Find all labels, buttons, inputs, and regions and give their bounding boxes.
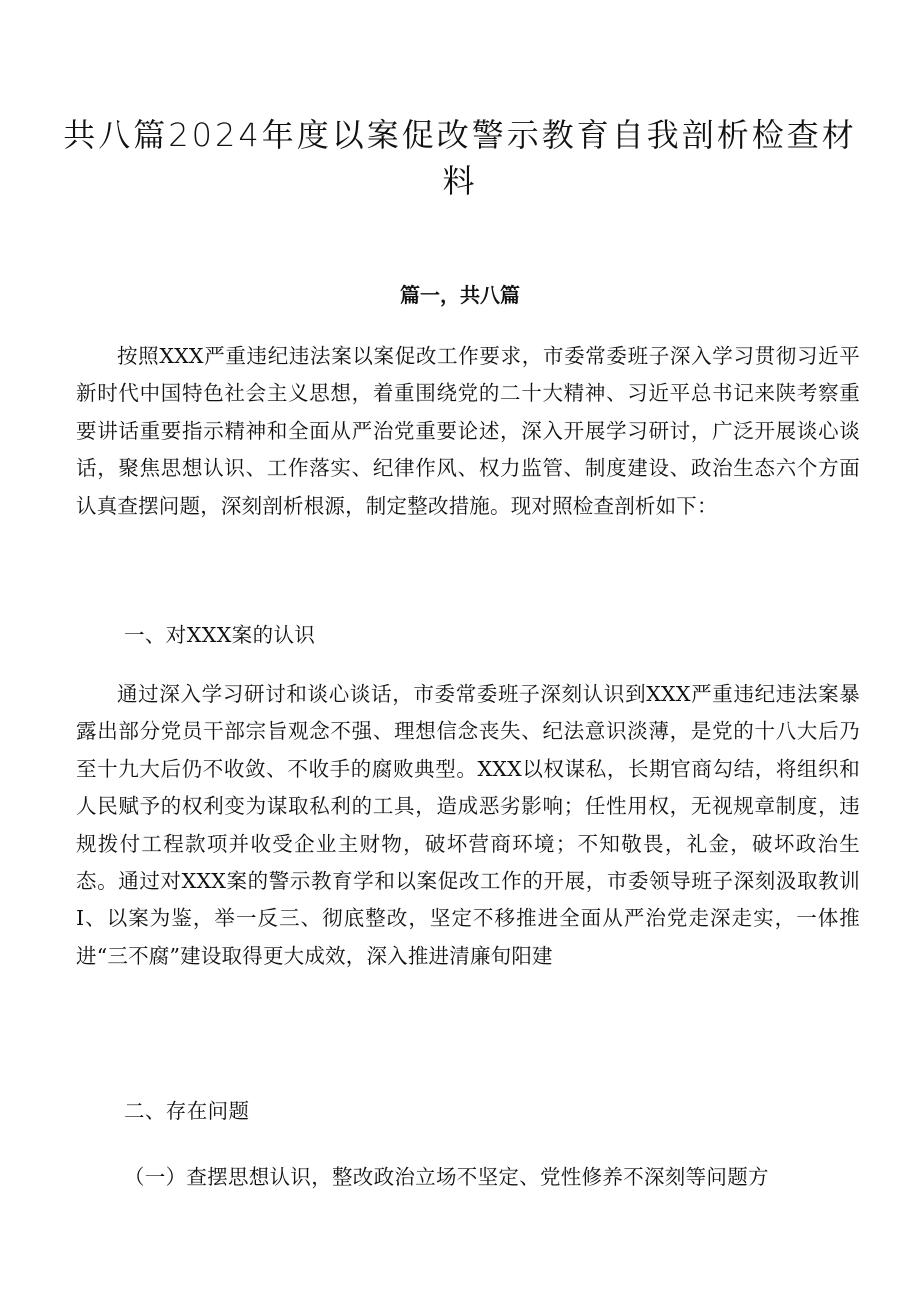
intro-paragraph: 按照XXX严重违纪违法案以案促改工作要求，市委常委班子深入学习贯彻习近平新时代中国特色社会主义思想，着重围绕党的二十大精神、习近平总书记来陕考察重要讲话重要指示精神和全面从严治党重要论述，深入开展学习研讨，广泛开展谈心谈话，聚焦思想认识、工作落实、纪律作风、权力监管、制度建设、政治生态六个方面认真查摆问题，深刻剖析根源，制定整改措施。现对照检查剖析如下： bbox=[76, 344, 860, 518]
heading-recognition: 一、对XXX案的认识 bbox=[124, 623, 316, 647]
section-heading: 篇一，共八篇 bbox=[400, 283, 520, 307]
recognition-paragraph: 通过深入学习研讨和谈心谈话，市委常委班子深刻认识到XXX严重违纪违法案暴露出部分党员干部宗旨观念不强、理想信念丧失、纪法意识淡薄，是党的十八大后乃至十九大后仍不收敛、不收手的腐败典型。XXX以权谋私，长期官商勾结，将组织和人民赋予的权利变为谋取私利的工具，造成恶劣影响；任性用权，无视规章制度，违规拨付工程款项并收受企业主财物，破坏营商环境；不知敬畏，礼金，破坏政治生态。通过对XXX案的警示教育学和以案促改工作的开展，市委领导班子深刻汲取教训I、以案为鉴，举一反三、彻底整改，坚定不移推进全面从严治党走深走实，一体推进“三不腐”建设取得更大成效，深入推进清廉旬阳建 bbox=[76, 682, 860, 968]
document-title: 共八篇2024年度以案促改警示教育自我剖析检查材料 bbox=[63, 116, 857, 200]
heading-problems: 二、存在问题 bbox=[124, 1099, 250, 1123]
sub-heading-ideology: （一）查摆思想认识，整改政治立场不坚定、党性修养不深刻等问题方 bbox=[124, 1165, 769, 1189]
